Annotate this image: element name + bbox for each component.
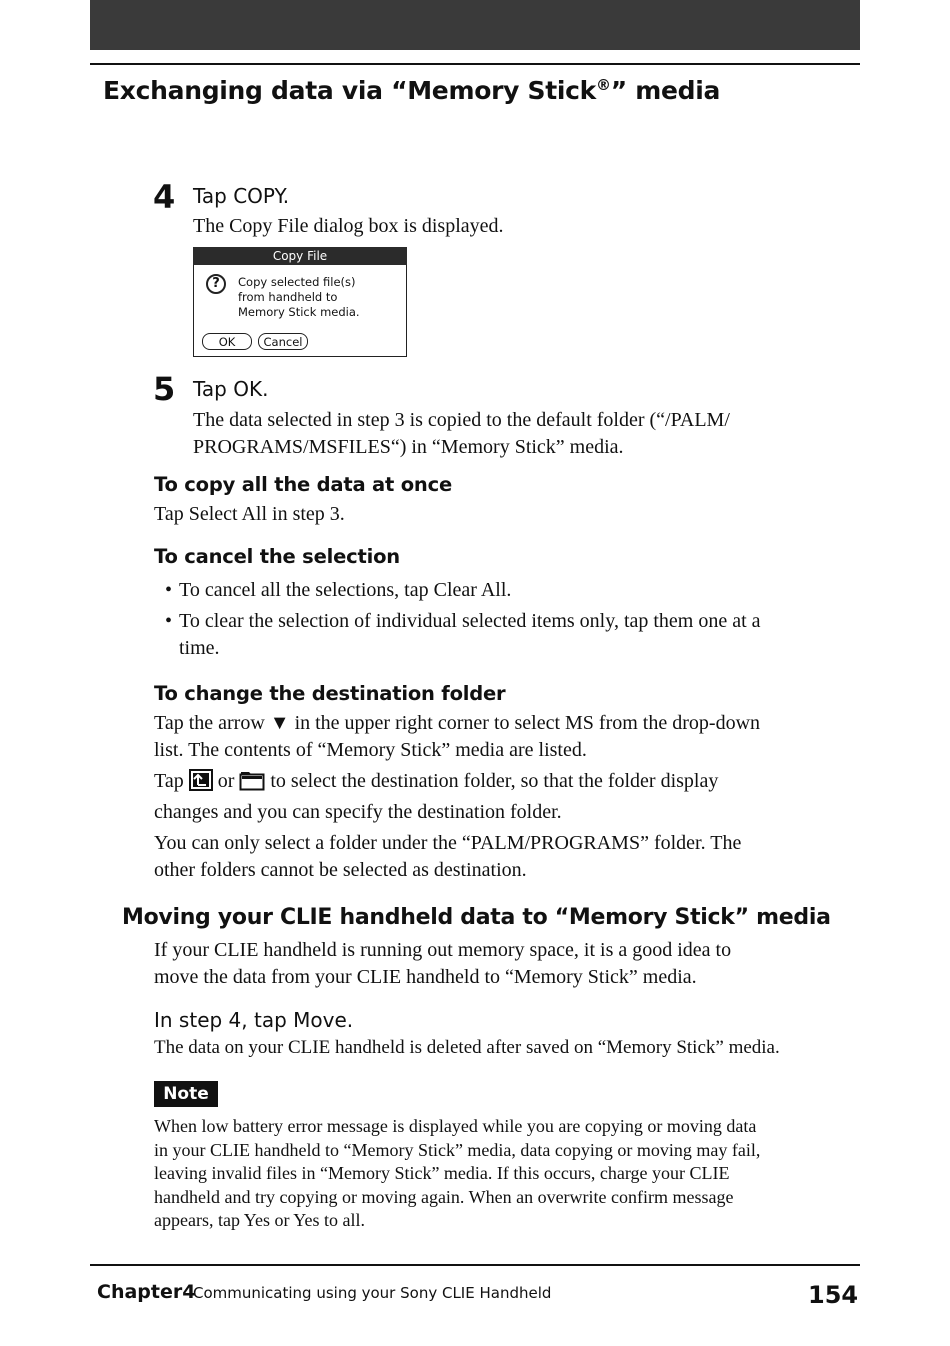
header-rule xyxy=(90,63,860,65)
copy-all-text: Tap Select All in step 3. xyxy=(154,503,345,525)
subheading-cancel-selection: To cancel the selection xyxy=(154,545,400,568)
step-text: The Copy File dialog box is displayed. xyxy=(193,215,504,237)
footer-chapter-title: Communicating using your Sony CLIE Handheld xyxy=(193,1284,552,1302)
cancel-bullets xyxy=(165,577,845,662)
cancel-button[interactable]: Cancel xyxy=(258,333,308,350)
page-number: 154 xyxy=(808,1281,859,1309)
footer-rule xyxy=(90,1264,860,1266)
header-bar xyxy=(90,0,860,50)
section-heading-moving: Moving your CLIE handheld data to “Memory Stick” media xyxy=(122,905,831,930)
page-title: Exchanging data via “Memory Stick®” media xyxy=(103,76,721,105)
step-number: 4 xyxy=(153,178,176,216)
moving-step-text: The data on your CLIE handheld is deleted after saved on “Memory Stick” media. xyxy=(154,1037,780,1058)
dialog-message: Copy selected file(s) from handheld to Memory Stick media. xyxy=(238,275,360,319)
note-text: When low battery error message is displayed while you are copying or moving data in your CLIE handheld to “Memory Stick” media, data copying or moving may fail, leaving invalid files in “Memory Stick” media. If this occurs, charge your CLIE handheld and try copying or moving again. When an overwrite confirm message appears, tap Yes or Yes to all. xyxy=(154,1116,761,1230)
moving-text: If your CLIE handheld is running out memory space, it is a good idea to move the data from your CLIE handheld to “Memory Stick” media. xyxy=(154,939,732,988)
step-text: The data selected in step 3 is copied to the default folder (“/PALM/ PROGRAMS/MSFILES“) in “Memory Stick” media. xyxy=(193,409,730,458)
dialog-title: Copy File xyxy=(193,247,407,265)
bullet-item: • To clear the selection of individual selected items only, tap them one at a time. xyxy=(165,610,761,659)
ok-button[interactable]: OK xyxy=(202,333,252,350)
footer-chapter: Chapter4 xyxy=(97,1281,196,1303)
subheading-copy-all: To copy all the data at once xyxy=(154,473,452,496)
change-folder-text: Tap the arrow ▼ in the upper right corner to select MS from the drop-down list. The contents of “Memory Stick” media are listed. Tap or to select the destination folder, so that the folder display changes and you can specify the destination folder. You can only select a folder under the “PALM/PROGRAMS” folder. The other folders cannot be selected as destination. xyxy=(154,712,761,881)
up-folder-icon xyxy=(189,769,213,799)
moving-step-heading: In step 4, tap Move. xyxy=(154,1008,354,1032)
step-number: 5 xyxy=(153,370,176,408)
bullet-item: • To cancel all the selections, tap Clear All. xyxy=(165,579,512,601)
note-badge: Note xyxy=(154,1081,218,1107)
step-heading: Tap COPY. xyxy=(193,184,290,208)
copy-file-dialog xyxy=(193,247,407,357)
step-heading: Tap OK. xyxy=(193,377,269,401)
question-icon: ? xyxy=(206,274,226,294)
subheading-change-folder: To change the destination folder xyxy=(154,682,506,705)
folder-icon xyxy=(239,769,265,799)
